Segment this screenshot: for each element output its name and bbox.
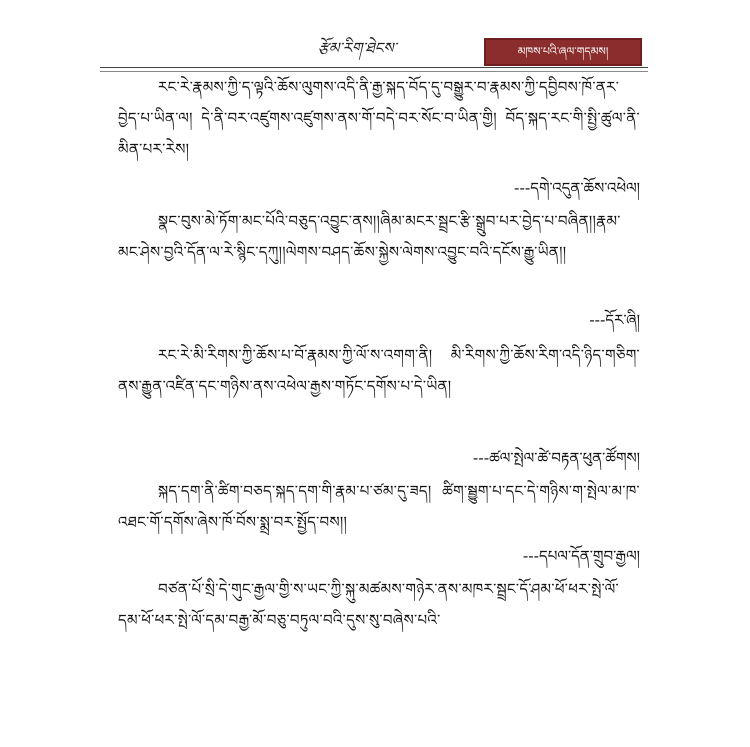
- attribution-2: ---དོར་ཞི།: [589, 311, 640, 329]
- header-logo-text: རྩོམ་རིག་ཐེངས་: [318, 39, 397, 57]
- paragraph-3: རང་རེ་མི་རིགས་ཀྱི་ཆོས་པ་བོ་རྣམས་ཀྱི་ལོ་ས་འགག་ནི། མི་རིགས་ཀྱི་ཆོས་རིག་འདི་ཉིད་གཅིག་ནས་རྒྱུན་འཛིན་དང་གཉིས་ནས་འཕེལ་རྒྱས་གཏོང་དགོས་པ་དེ་ཡིན།: [118, 346, 640, 395]
- header-title-box: མཁས་པའི་ཞལ་གདམས།: [484, 38, 642, 66]
- paragraph-5: བཙན་པོ་སྲི་དེ་གུང་རྒྱལ་གྱི་ས་ཡང་ཀྱི་སྐུ་མཚམས་གཉེར་ནས་མཁར་སྦྲང་དོ་ཤམ་ཕོ་ཕར་སྤེ་ལོ་དམ་ཕོ་ཕར་སྤེ་ལོ་དམ་བརྒྱ་མོ་བཅུ་བཏུལ་བའི་དུས་སུ་བཞེས་པའི་: [118, 580, 619, 629]
- paragraph-4: སྐད་དག་ནི་ཚིག་བཅད་སྐད་དག་གི་རྣམ་པ་ཙམ་དུ་ཟད། ཚིག་སྦྱུག་པ་དང་དེ་གཉིས་ག་སྤེལ་མ་ཁ་འཐང་གོ་དགོས་ཞེས་ཁོ་བོས་སྨྲ་བར་སྤྱོད་བས།།: [118, 482, 640, 531]
- attribution-4: ---དཔལ་དོན་གྲུབ་རྒྱལ།: [522, 547, 640, 565]
- attribution-3: ---ཚལ་སྤེལ་ཚེ་བརྟན་ཕུན་ཚོགས།: [472, 449, 640, 467]
- paragraph-2: སྣང་བུས་མེ་ཏོག་མང་པོའི་བཅུད་འབྱུང་ནས།།ཞིམ་མངར་སྦྲང་རྩི་སྒྲུབ་པར་བྱེད་པ་བཞིན།།རྣམ་མང་ཤེས་བྱའི་དོན་ལ་རེ་སྙིང་དཀུ།།ལེགས་བཤད་ཆོས་སྐྱེས་ལེགས་འབྱུང་བའི་དངོས་རྒྱུ་ཡིན།།: [118, 212, 621, 261]
- paragraph-1: རང་རེ་རྣམས་ཀྱི་ད་ལྟའི་ཆོས་ལུགས་འདི་ནི་རྒྱ་སྐད་བོད་དུ་བསྒྱུར་བ་རྣམས་ཀྱི་དབྱིབས་ཁོ་ནར་བྱེད་པ་ཡིན་ལ། དེ་ནི་བར་འཛུགས་འཛུགས་ནས་གོ་བདེ་བར་སོང་བ་ཡིན་གྱི། བོད་སྐད་རང་གི་སྤྱི་ཚུལ་ནི་མིན་པར་རེས།: [118, 78, 640, 158]
- header-rule: [100, 67, 648, 68]
- attribution-1: ---དགེ་འདུན་ཆོས་འཕེལ།: [514, 179, 640, 197]
